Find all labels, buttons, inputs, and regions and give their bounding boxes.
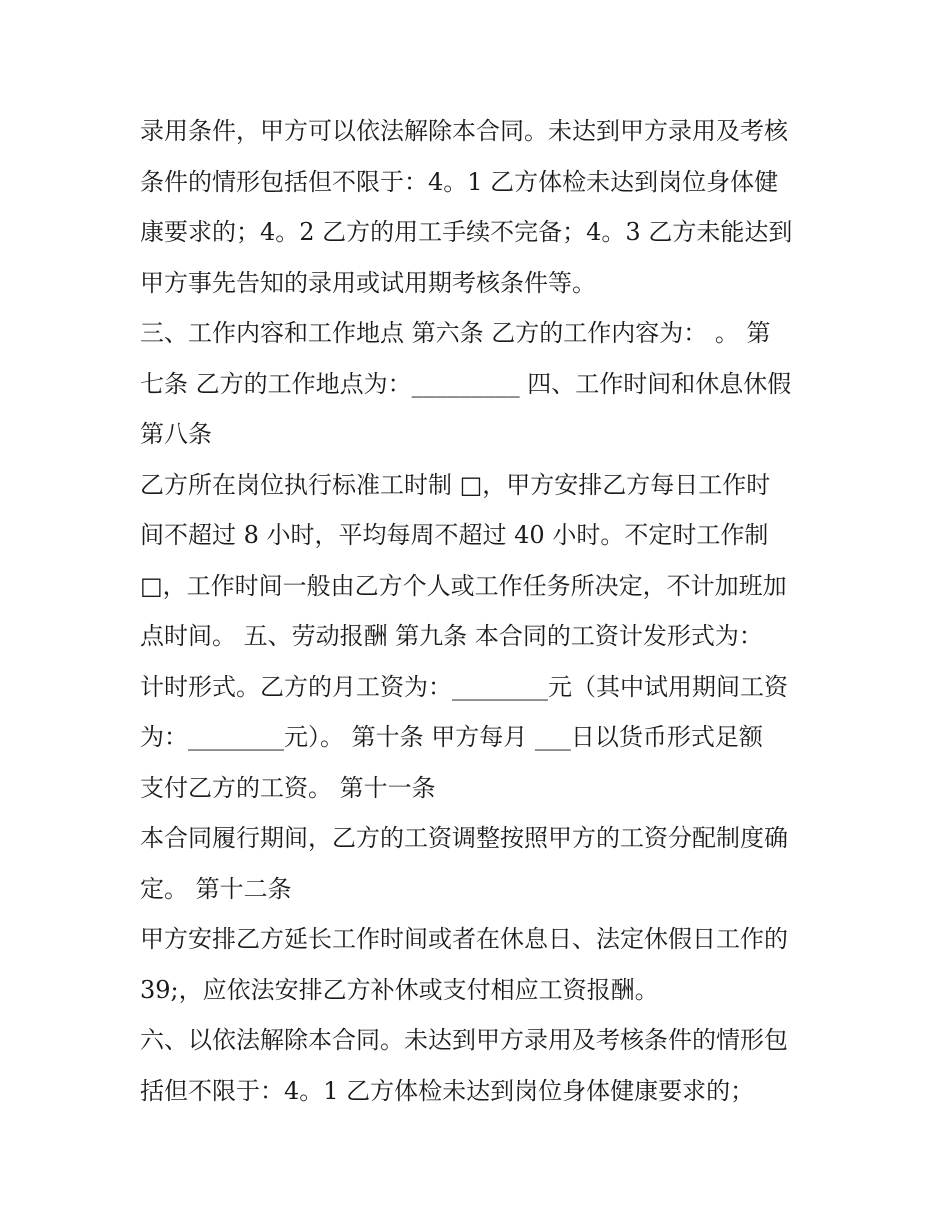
text-line: 第八条 [140, 420, 212, 448]
text-line: 计时形式。乙方的月工资为：________元（其中试用期间工资 [140, 672, 788, 701]
text-line: 七条 乙方的工作地点为：_________ 四、工作时间和休息休假 [140, 369, 792, 398]
text-line: 间不超过 8 小时，平均每周不超过 40 小时。不定时工作制 [140, 521, 769, 549]
text-line: 括但不限于：4。1 乙方体检未达到岗位身体健康要求的； [140, 1076, 755, 1105]
text-line: 为：________元）。 第十条 甲方每月 ___日以货币形式足额 [140, 723, 763, 751]
text-line: 39;，应依法安排乙方补休或支付相应工资报酬。 [140, 975, 659, 1004]
text-line: 支付乙方的工资。 第十一条 [140, 773, 436, 802]
text-line: 乙方所在岗位执行标准工时制 □，甲方安排乙方每日工作时 [140, 470, 771, 499]
text-line: 三、工作内容和工作地点 第六条 乙方的工作内容为： 。 第 [140, 319, 771, 347]
text-line: □，工作时间一般由乙方个人或工作任务所决定，不计加班加 [140, 571, 787, 600]
text-line: 定。 第十二条 [140, 874, 292, 903]
text-line: 康要求的；4。2 乙方的用工手续不完备；4。3 乙方未能达到 [140, 218, 793, 246]
text-line: 六、以依法解除本合同。未达到甲方录用及考核条件的情形包 [140, 1026, 788, 1054]
text-line: 点时间。 五、劳动报酬 第九条 本合同的工资计发形式为： [140, 622, 763, 650]
text-line: 录用条件，甲方可以依法解除本合同。未达到甲方录用及考核 [140, 117, 788, 145]
text-line: 条件的情形包括但不限于：4。1 乙方体检未达到岗位身体健 [140, 167, 779, 196]
text-line: 本合同履行期间，乙方的工资调整按照甲方的工资分配制度确 [140, 824, 788, 852]
text-line: 甲方事先告知的录用或试用期考核条件等。 [140, 268, 596, 297]
contract-text-body [140, 106, 820, 1116]
text-line: 甲方安排乙方延长工作时间或者在休息日、法定休假日工作的 [140, 925, 788, 953]
